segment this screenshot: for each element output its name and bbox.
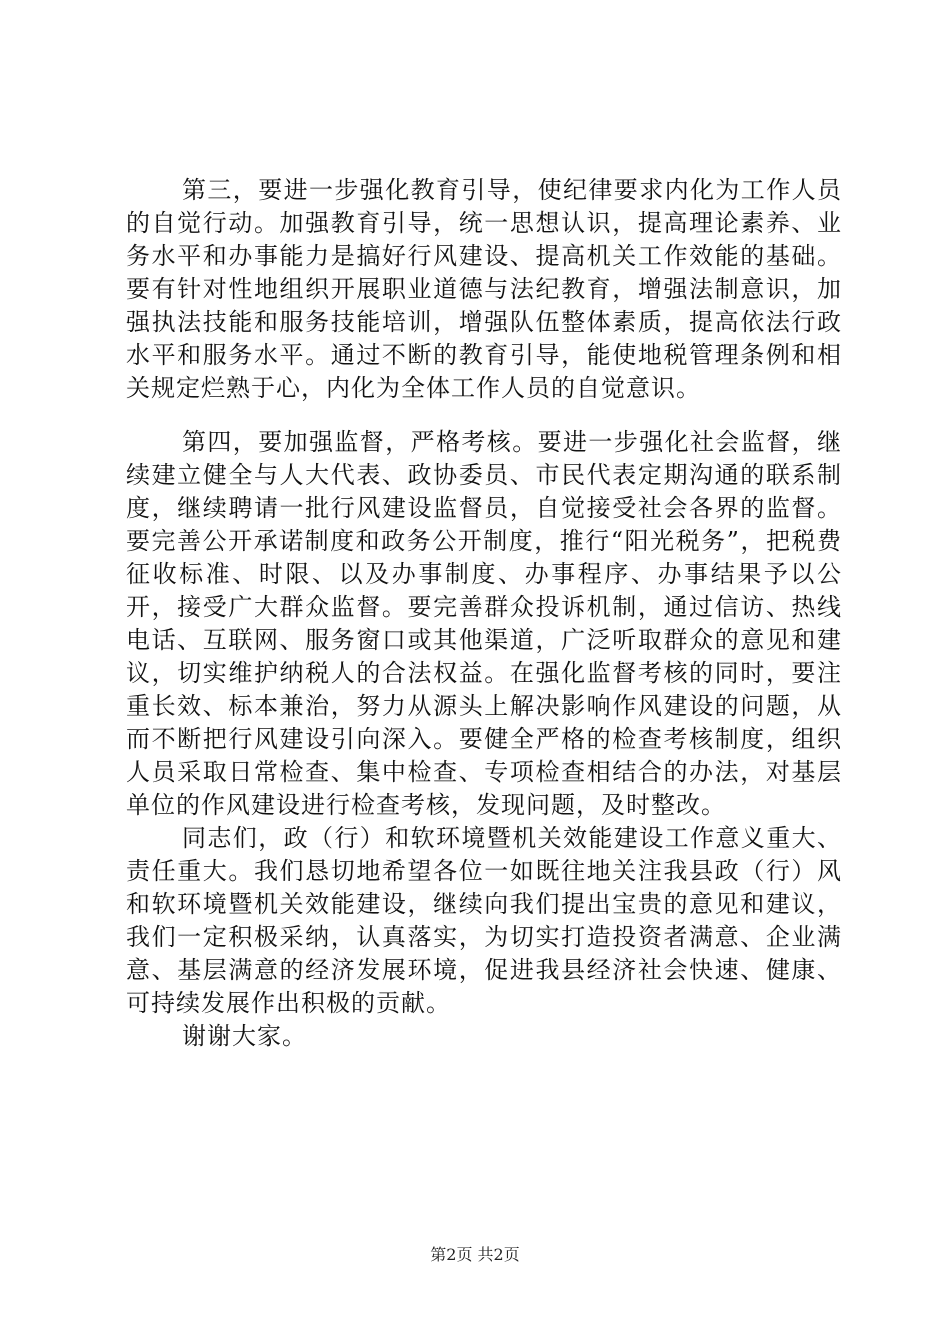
- paragraph-closing-remarks: 同志们，政（行）和软环境暨机关效能建设工作意义重大、责任重大。我们恳切地希望各位一如既往地关注我县政（行）风和软环境暨机关效能建设，继续向我们提出宝贵的意见和建议，我们一定积极采纳，认真落实，为切实打造投资者满意、企业满意、基层满意的经济发展环境，促进我县经济社会快速、健康、可持续发展作出积极的贡献。: [126, 824, 842, 1017]
- page-number-footer: 第2页 共2页: [430, 1245, 520, 1264]
- paragraph-thanks: 谢谢大家。: [182, 1022, 307, 1050]
- paragraph-fourth-point: 第四，要加强监督，严格考核。要进一步强化社会监督，继续建立健全与人大代表、政协委员、市民代表定期沟通的联系制度，继续聘请一批行风建设监督员，自觉接受社会各界的监督。要完善公开承诺制度和政务公开制度，推行“阳光税务”，把税费征收标准、时限、以及办事制度、办事程序、办事结果予以公开，接受广大群众监督。要完善群众投诉机制，通过信访、热线电话、互联网、服务窗口或其他渠道，广泛听取群众的意见和建议，切实维护纳税人的合法权益。在强化监督考核的同时，要注重长效、标本兼治，努力从源头上解决影响作风建设的问题，从而不断把行风建设引向深入。要健全严格的检查考核制度，组织人员采取日常检查、集中检查、专项检查相结合的办法，对基层单位的作风建设进行检查考核，发现问题，及时整改。: [126, 428, 842, 819]
- paragraph-third-point: 第三，要进一步强化教育引导，使纪律要求内化为工作人员的自觉行动。加强教育引导，统一思想认识，提高理论素养、业务水平和办事能力是搞好行风建设、提高机关工作效能的基础。要有针对性地组织开展职业道德与法纪教育，增强法制意识，加强执法技能和服务技能培训，增强队伍整体素质，提高依法行政水平和服务水平。通过不断的教育引导，能使地税管理条例和相关规定烂熟于心，内化为全体工作人员的自觉意识。: [126, 176, 842, 402]
- document-body: [126, 174, 842, 1053]
